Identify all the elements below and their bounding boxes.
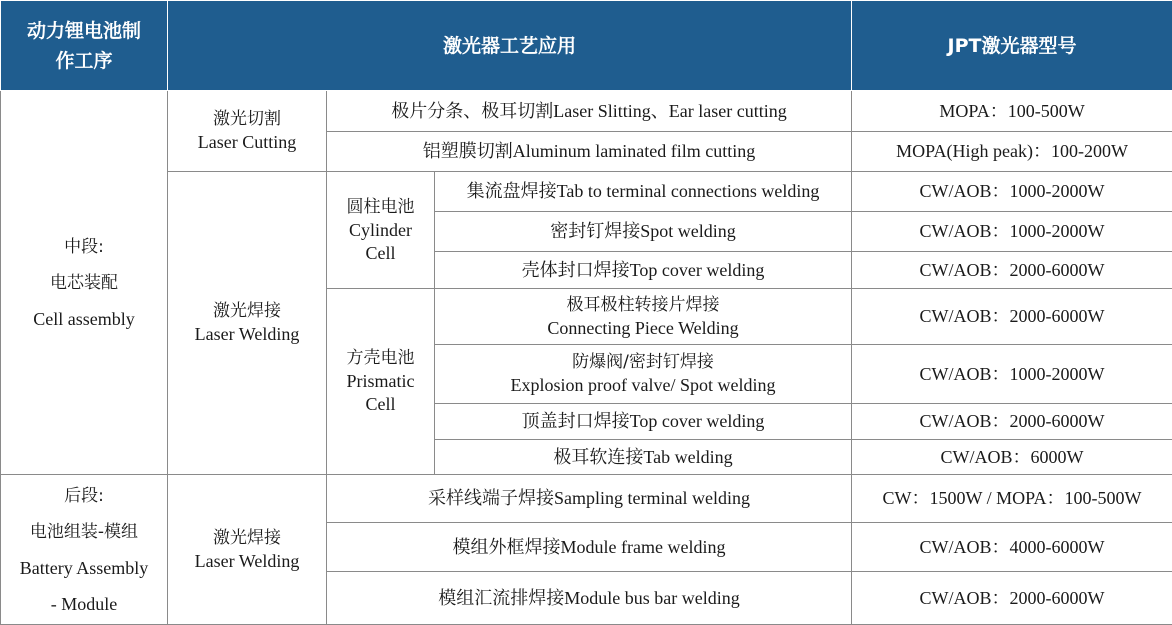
model-cell: CW/AOB：1000-2000W	[852, 345, 1172, 404]
model-cell: CW/AOB：2000-6000W	[852, 404, 1172, 440]
process-header-line2: 作工序	[5, 46, 163, 76]
model-cell: MOPA：100-500W	[852, 91, 1172, 132]
group-welding-back	[168, 475, 327, 625]
header-row	[1, 1, 1172, 91]
model-cell: CW/AOB：2000-6000W	[852, 252, 1172, 289]
application-cell: 极片分条、极耳切割Laser Slitting、Ear laser cutting	[327, 91, 852, 132]
application-cn: 极耳极柱转接片焊接	[439, 294, 847, 317]
stage-mid-cell	[1, 91, 168, 475]
model-cell: CW/AOB：2000-6000W	[852, 289, 1172, 345]
application-cell: 密封钉焊接Spot welding	[435, 212, 852, 252]
application-cell: 顶盖封口焊接Top cover welding	[435, 404, 852, 440]
cell-type-prismatic	[327, 289, 435, 475]
application-cell	[435, 289, 852, 345]
application-en: Connecting Piece Welding	[439, 317, 847, 340]
stage-back-cn2: 电池组装-模组	[5, 514, 163, 550]
group-cutting	[168, 91, 327, 172]
prismatic-en1: Prismatic	[331, 370, 430, 393]
prismatic-cn: 方壳电池	[331, 347, 430, 370]
application-cell: 壳体封口焊接Top cover welding	[435, 252, 852, 289]
stage-back-cn1: 后段:	[5, 478, 163, 514]
application-en: Explosion proof valve/ Spot welding	[439, 374, 847, 397]
group-welding-back-en: Laser Welding	[172, 550, 322, 573]
stage-back-en1: Battery Assembly	[5, 550, 163, 586]
table-row	[1, 91, 1172, 132]
model-cell: CW/AOB：2000-6000W	[852, 572, 1172, 625]
application-cell: 铝塑膜切割Aluminum laminated film cutting	[327, 132, 852, 172]
group-cutting-cn: 激光切割	[172, 108, 322, 131]
stage-back-cell	[1, 475, 168, 625]
model-cell: CW/AOB：1000-2000W	[852, 212, 1172, 252]
cylinder-en1: Cylinder	[331, 219, 430, 242]
group-cutting-en: Laser Cutting	[172, 131, 322, 154]
stage-mid-cn1: 中段:	[5, 229, 163, 265]
model-cell: CW：1500W / MOPA：100-500W	[852, 475, 1172, 523]
model-cell: CW/AOB：6000W	[852, 440, 1172, 475]
group-welding-back-cn: 激光焊接	[172, 527, 322, 550]
prismatic-en2: Cell	[331, 393, 430, 416]
cylinder-en2: Cell	[331, 242, 430, 265]
application-cell: 采样线端子焊接Sampling terminal welding	[327, 475, 852, 523]
group-welding-mid-en: Laser Welding	[172, 323, 322, 346]
model-cell: MOPA(High peak)：100-200W	[852, 132, 1172, 172]
application-cell: 模组外框焊接Module frame welding	[327, 523, 852, 572]
model-cell: CW/AOB：1000-2000W	[852, 172, 1172, 212]
table-row	[1, 172, 1172, 212]
stage-back-en2: - Module	[5, 586, 163, 622]
cylinder-cn: 圆柱电池	[331, 196, 430, 219]
application-cell	[435, 345, 852, 404]
application-header: 激光器工艺应用	[168, 1, 852, 91]
model-header: JPT激光器型号	[852, 1, 1172, 91]
table-row	[1, 475, 1172, 523]
stage-mid-cn2: 电芯装配	[5, 265, 163, 301]
application-cell: 模组汇流排焊接Module bus bar welding	[327, 572, 852, 625]
cell-type-cylinder	[327, 172, 435, 289]
process-header	[1, 1, 168, 91]
group-welding-mid-cn: 激光焊接	[172, 300, 322, 323]
model-cell: CW/AOB：4000-6000W	[852, 523, 1172, 572]
application-cell: 极耳软连接Tab welding	[435, 440, 852, 475]
application-cn: 防爆阀/密封钉焊接	[439, 351, 847, 374]
process-header-line1: 动力锂电池制	[5, 16, 163, 46]
application-cell: 集流盘焊接Tab to terminal connections welding	[435, 172, 852, 212]
group-welding-mid	[168, 172, 327, 475]
stage-mid-en: Cell assembly	[5, 301, 163, 337]
